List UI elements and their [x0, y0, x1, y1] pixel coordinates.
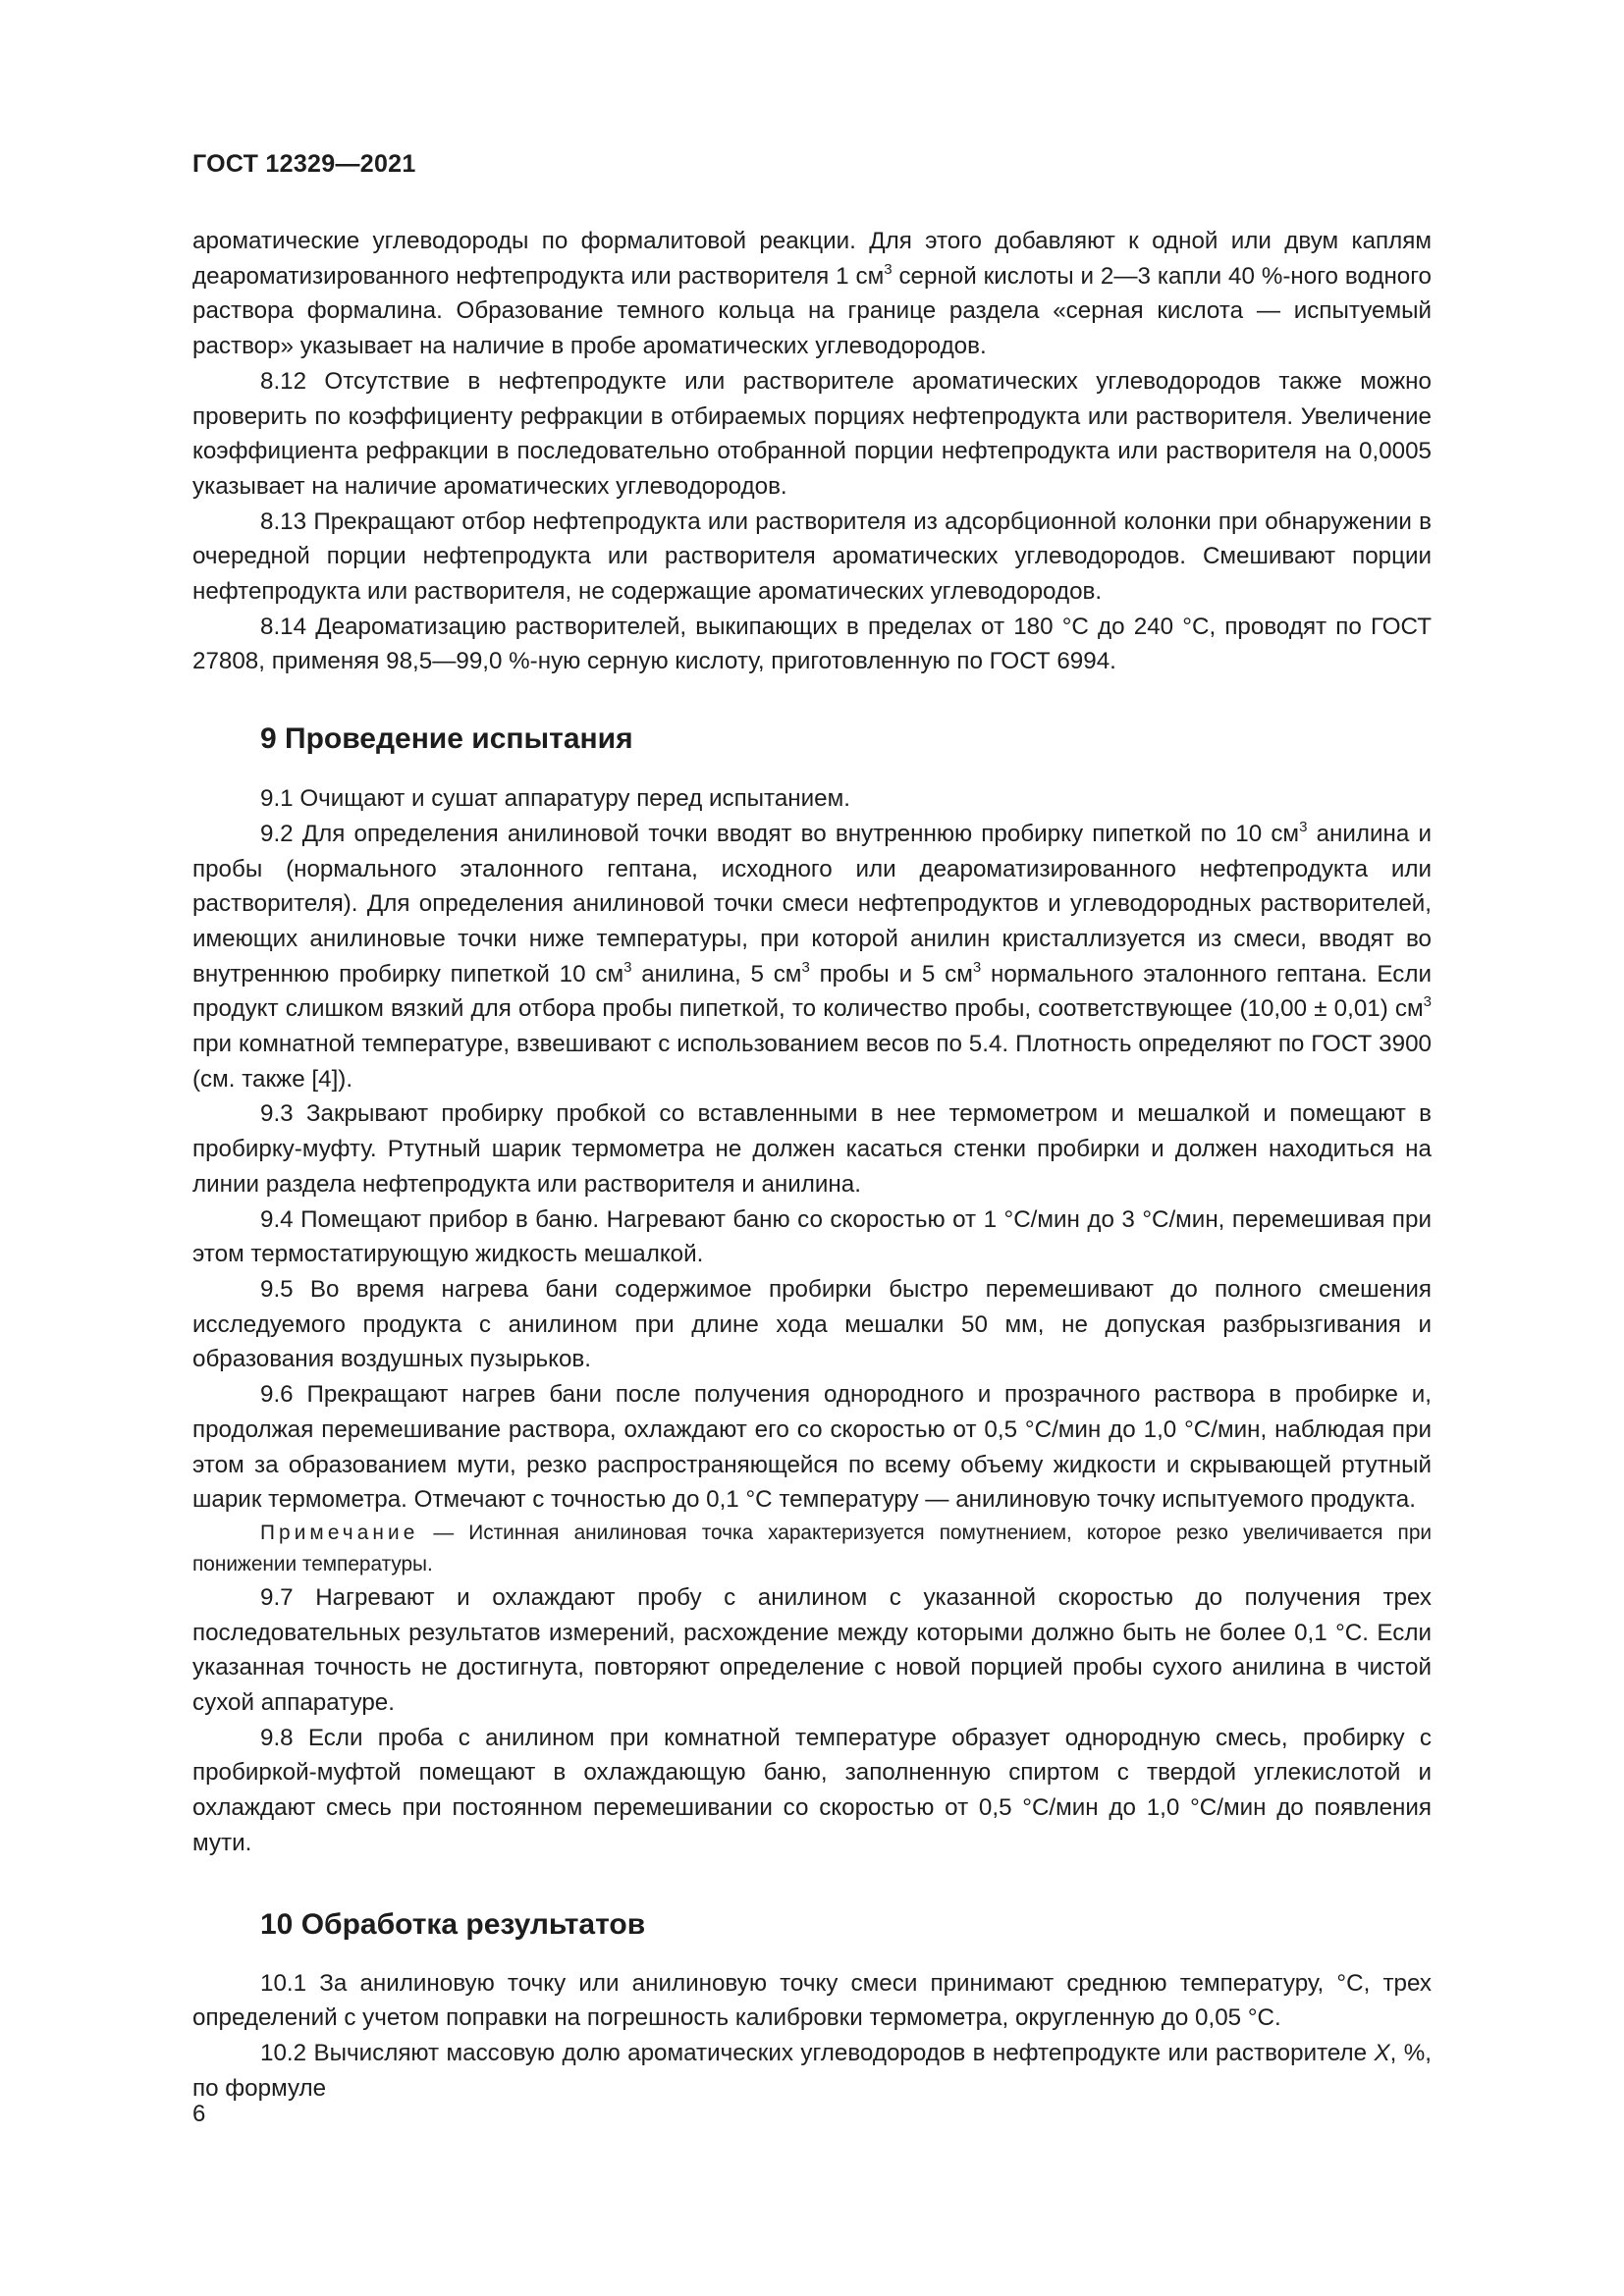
note-label: Примечание: [260, 1521, 419, 1544]
document-body: [192, 224, 1432, 2106]
note-text: — Истинная анилиновая точка характеризуется помутнением, которое резко увеличивается при понижении температуры.: [192, 1521, 1432, 1575]
paragraph-9-1: 9.1 Очищают и сушат аппаратуру перед испытанием.: [260, 785, 850, 813]
paragraph-8-12: 8.12 Отсутствие в нефтепродукте или растворителе ароматических углеводородов также можно проверить по коэффициенту рефракции в отбираемых порциях нефтепродукта или растворителя. Увеличение коэффициента рефракции в последовательно отобранной порции нефтепродукта или растворителя на 0,0005 указывает на наличие ароматических углеводородов.: [192, 367, 1432, 500]
section-9-heading: 9 Проведение испытания: [260, 722, 633, 756]
paragraph-9-8: 9.8 Если проба с анилином при комнатной температуре образует однородную смесь, пробирку с пробиркой-муфтой помещают в охлаждающую баню, заполненную спиртом с твердой углекислотой и охлаждают смесь при постоянном перемешивании со скоростью от 0,5 °С/мин до 1,0 °С/мин до появления мути.: [192, 1724, 1432, 1856]
paragraph-8-11-continuation: ароматические углеводороды по формалитовой реакции. Для этого добавляют к одной или двум каплям деароматизированного нефтепродукта или растворителя 1 $см^3$ серной кислоты и 2—3 капли 40 %-ного водного раствора формалина. Образование темного кольца на границе раздела «серная кислота — испытуемый раствор» указывает на наличие в пробе ароматических углеводородов.: [192, 228, 1433, 360]
paragraph-9-5: 9.5 Во время нагрева бани содержимое пробирки быстро перемешивают до полного смешения исследуемого продукта с анилином при длине хода мешалки 50 мм, не допуская разбрызгивания и образования воздушных пузырьков.: [192, 1275, 1432, 1373]
note: [192, 1518, 1432, 1580]
variable-x: X: [1374, 2039, 1390, 2066]
paragraph-9-2: 9.2 Для определения анилиновой точки вводят во внутреннюю пробирку пипеткой по 10 $см^3$ анилина и пробы (нормального эталонного гептана, исходного или деароматизированного нефтепродукта или растворителя). Для определения анилиновой точки смеси нефтепродуктов и углеводородных растворителей, имеющих анилиновые точки ниже температуры, при которой анилин кристаллизуется из смеси, вводят во внутреннюю пробирку пипеткой 10 $см^3$ анилина, 5 $см^3$ пробы и 5 $см^3$ нормального эталонного гептана. Если продукт слишком вязкий для отбора пробы пипеткой, то количество пробы, соответствующее (10,00 ± 0,01) $см^3$ при комнатной температуре, взвешивают с использованием весов по 5.4. Плотность определяют по ГОСТ 3900 (см. также [4]).: [192, 818, 1432, 1093]
paragraph-10-2: 10.2 Вычисляют массовую долю ароматических углеводородов в нефтепродукте или растворителе X, %, по формуле: [192, 2039, 1433, 2102]
page-number: 6: [192, 2101, 206, 2127]
paragraph-9-6: 9.6 Прекращают нагрев бани после получения однородного и прозрачного раствора в пробирке и, продолжая перемешивание раствора, охлаждают его со скоростью от 0,5 °С/мин до 1,0 °С/мин, наблюдая при этом за образованием мути, резко распространяющейся по всему объему жидкости и скрывающей ртутный шарик термометра. Отмечают с точностью до 0,1 °С температуру — анилиновую точку испытуемого продукта.: [192, 1381, 1432, 1514]
section-10-heading: 10 Обработка результатов: [260, 1907, 646, 1941]
paragraph-9-4: 9.4 Помещают прибор в баню. Нагревают баню со скоростью от 1 °С/мин до 3 °С/мин, перемешивая при этом термостатирующую жидкость мешалкой.: [192, 1205, 1432, 1268]
paragraph-9-3: 9.3 Закрывают пробирку пробкой со вставленными в нее термометром и мешалкой и помещают в пробирку-муфту. Ртутный шарик термометра не должен касаться стенки пробирки и должен находиться на линии раздела нефтепродукта или растворителя и анилина.: [192, 1100, 1432, 1198]
paragraph-8-14: 8.14 Деароматизацию растворителей, выкипающих в пределах от 180 °С до 240 °С, проводят по ГОСТ 27808, применяя 98,5—99,0 %-ную серную кислоту, приготовленную по ГОСТ 6994.: [192, 613, 1432, 675]
document-header: ГОСТ 12329—2021: [192, 150, 416, 178]
paragraph-9-7: 9.7 Нагревают и охлаждают пробу с анилином с указанной скоростью до получения трех последовательных результатов измерений, расхождение между которыми должно быть не более 0,1 °С. Если указанная точность не достигнута, повторяют определение с новой порцией пробы сухого анилина в чистой сухой аппаратуре.: [192, 1583, 1432, 1717]
paragraph-10-1: 10.1 За анилиновую точку или анилиновую точку смеси принимают среднюю температуру, °С, трех определений с учетом поправки на погрешность калибровки термометра, округленную до 0,05 °С.: [192, 1969, 1432, 2032]
paragraph-8-13: 8.13 Прекращают отбор нефтепродукта или растворителя из адсорбционной колонки при обнаружении в очередной порции нефтепродукта или растворителя ароматических углеводородов. Смешивают порции нефтепродукта или растворителя, не содержащие ароматических углеводородов.: [192, 507, 1432, 606]
document-page: [192, 0, 1432, 2296]
